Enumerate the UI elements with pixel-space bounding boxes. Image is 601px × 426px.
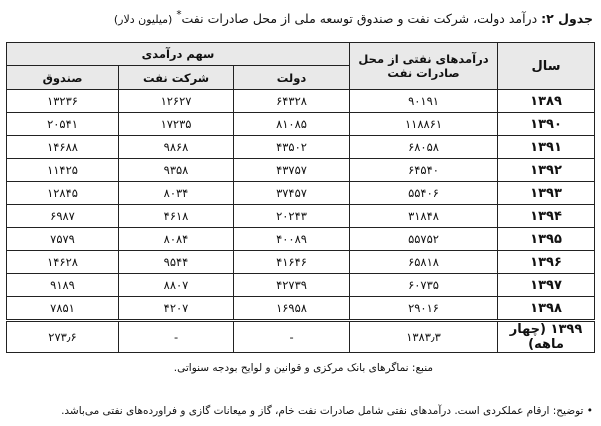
cell-oil-revenue: ۱۳۸۳٫۳ <box>350 321 498 353</box>
cell-year: ۱۳۹۹ (چهار ماهه) <box>498 321 595 353</box>
cell-oil-company: ۹۸۶۸ <box>119 136 234 159</box>
cell-government: ۲۰۲۴۳ <box>234 205 350 228</box>
table-row <box>7 182 595 205</box>
source-note: منبع: نماگرهای بانک مرکزی و قوانین و لوایح بودجه سنواتی. <box>173 362 433 374</box>
cell-oil-revenue: ۳۱۸۴۸ <box>350 205 498 228</box>
revenue-table <box>6 42 595 353</box>
cell-year: ۱۳۹۲ <box>498 159 595 182</box>
table-row <box>7 297 595 321</box>
cell-oil-company: ۸۰۸۴ <box>119 228 234 251</box>
header-government: دولت <box>234 66 350 90</box>
cell-oil-company: ۹۵۴۴ <box>119 251 234 274</box>
cell-oil-revenue: ۶۰۷۳۵ <box>350 274 498 297</box>
cell-fund: ۹۱۸۹ <box>7 274 119 297</box>
header-fund: صندوق <box>7 66 119 90</box>
cell-oil-revenue: ۵۵۴۰۶ <box>350 182 498 205</box>
cell-government: ۱۶۹۵۸ <box>234 297 350 321</box>
cell-year: ۱۳۸۹ <box>498 90 595 113</box>
cell-year: ۱۳۹۳ <box>498 182 595 205</box>
cell-oil-company: ۱۷۲۳۵ <box>119 113 234 136</box>
cell-oil-revenue: ۵۵۷۵۲ <box>350 228 498 251</box>
cell-year: ۱۳۹۶ <box>498 251 595 274</box>
caption-title: درآمد دولت، شرکت نفت و صندوق توسعه ملی از محل صادرات نفت <box>181 11 538 27</box>
cell-year: ۱۳۹۷ <box>498 274 595 297</box>
caption-unit: (میلیون دلار) <box>113 13 173 27</box>
cell-oil-company: ۸۰۳۴ <box>119 182 234 205</box>
cell-year: ۱۳۹۰ <box>498 113 595 136</box>
table-row <box>7 159 595 182</box>
cell-government: ۴۲۷۳۹ <box>234 274 350 297</box>
cell-fund: ۱۴۶۲۸ <box>7 251 119 274</box>
cell-oil-company: ۱۲۶۲۷ <box>119 90 234 113</box>
cell-year: ۱۳۹۱ <box>498 136 595 159</box>
cell-oil-company: ۴۶۱۸ <box>119 205 234 228</box>
cell-oil-company: ۹۳۵۸ <box>119 159 234 182</box>
cell-fund: ۶۹۸۷ <box>7 205 119 228</box>
table-row <box>7 321 595 353</box>
cell-government: ۶۴۳۲۸ <box>234 90 350 113</box>
cell-government: ۳۷۴۵۷ <box>234 182 350 205</box>
cell-fund: ۱۳۲۳۶ <box>7 90 119 113</box>
footnote: • توضیح: ارقام عملکردی است. درآمدهای نفتی شامل صادرات نفت خام، گاز و میعانات گازی و فراورده‌های نفتی می‌باشد. <box>61 405 593 417</box>
table-row <box>7 205 595 228</box>
table-row <box>7 251 595 274</box>
caption-label: جدول ۲: <box>541 11 593 27</box>
cell-fund: ۲۷۳٫۶ <box>7 321 119 353</box>
cell-fund: ۱۲۸۴۵ <box>7 182 119 205</box>
cell-fund: ۱۱۴۲۵ <box>7 159 119 182</box>
table-row <box>7 136 595 159</box>
cell-oil-company: ۴۲۰۷ <box>119 297 234 321</box>
table-row <box>7 274 595 297</box>
table-caption <box>8 6 593 29</box>
cell-government: ۸۱۰۸۵ <box>234 113 350 136</box>
header-oil-revenue: درآمدهای نفتی از محل صادرات نفت <box>350 43 498 90</box>
cell-fund: ۲۰۵۴۱ <box>7 113 119 136</box>
header-year: سال <box>498 43 595 90</box>
table-row <box>7 90 595 113</box>
cell-government: ۴۱۶۴۶ <box>234 251 350 274</box>
header-share-group: سهم درآمدی <box>7 43 350 66</box>
cell-government: ۴۰۰۸۹ <box>234 228 350 251</box>
cell-year: ۱۳۹۵ <box>498 228 595 251</box>
caption-star: * <box>176 9 182 21</box>
cell-year: ۱۳۹۸ <box>498 297 595 321</box>
cell-oil-revenue: ۶۸۰۵۸ <box>350 136 498 159</box>
cell-fund: ۱۴۶۸۸ <box>7 136 119 159</box>
cell-fund: ۷۸۵۱ <box>7 297 119 321</box>
table-row <box>7 228 595 251</box>
cell-year: ۱۳۹۴ <box>498 205 595 228</box>
cell-government: - <box>234 321 350 353</box>
cell-oil-company: - <box>119 321 234 353</box>
cell-oil-revenue: ۱۱۸۸۶۱ <box>350 113 498 136</box>
header-oil-company: شرکت نفت <box>119 66 234 90</box>
cell-oil-company: ۸۸۰۷ <box>119 274 234 297</box>
cell-oil-revenue: ۶۴۵۴۰ <box>350 159 498 182</box>
cell-government: ۴۳۵۰۲ <box>234 136 350 159</box>
cell-oil-revenue: ۲۹۰۱۶ <box>350 297 498 321</box>
cell-oil-revenue: ۹۰۱۹۱ <box>350 90 498 113</box>
table-row <box>7 113 595 136</box>
cell-government: ۴۳۷۵۷ <box>234 159 350 182</box>
cell-fund: ۷۵۷۹ <box>7 228 119 251</box>
cell-oil-revenue: ۶۵۸۱۸ <box>350 251 498 274</box>
